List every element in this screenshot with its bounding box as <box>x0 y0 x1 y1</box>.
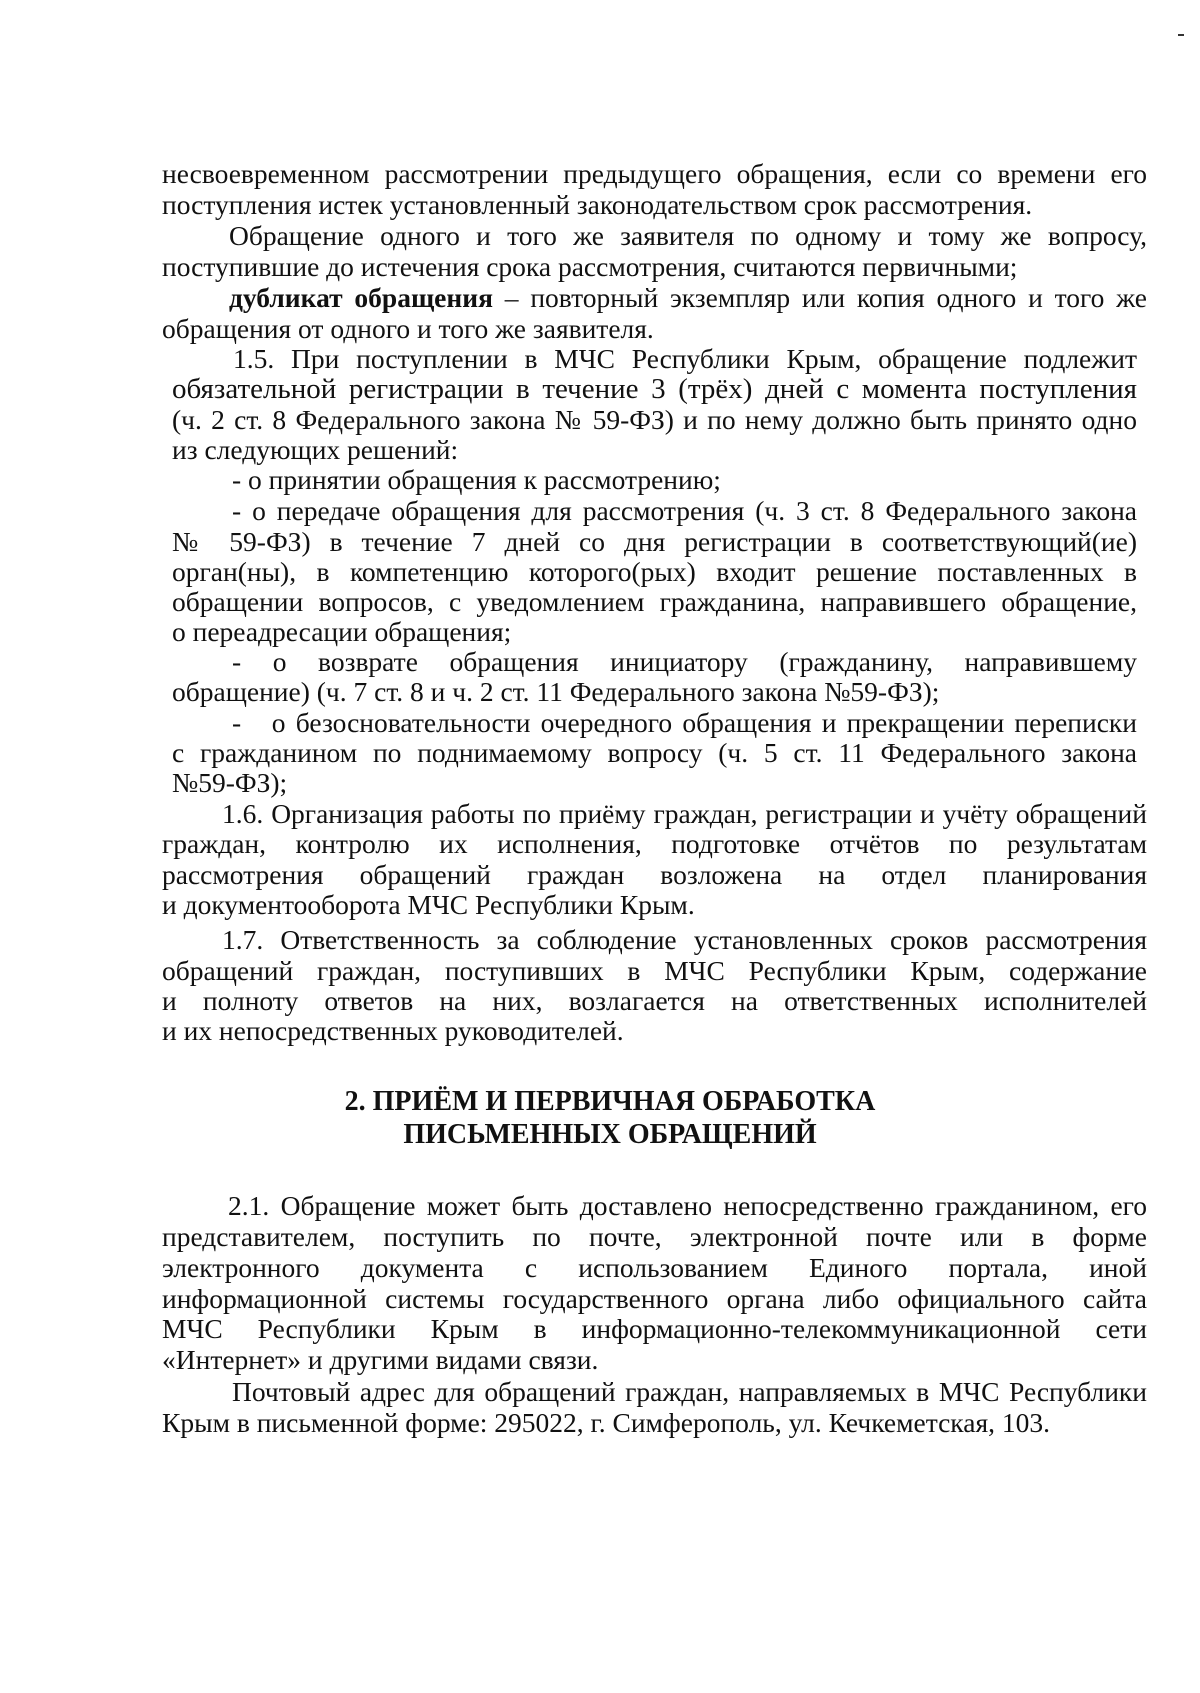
paragraph-line: граждан, контролю их исполнения, подготовке отчётов по результатам <box>162 828 1147 859</box>
paragraph-line: 2.1. Обращение может быть доставлено непосредственно гражданином, его <box>228 1190 1147 1221</box>
paragraph-line: электронного документа с использованием Единого портала, иной <box>162 1252 1147 1283</box>
paragraph-line: обращение) (ч. 7 ст. 8 и ч. 2 ст. 11 Федерального закона №59-ФЗ); <box>172 676 940 707</box>
paragraph-line: Почтовый адрес для обращений граждан, направляемых в МЧС Республики <box>232 1376 1147 1407</box>
paragraph-line: 1.6. Организация работы по приёму граждан, регистрации и учёту обращений <box>222 798 1147 829</box>
paragraph-line: обязательной регистрации в течение 3 (трёх) дней с момента поступления <box>172 373 1137 405</box>
paragraph-line: обращения от одного и того же заявителя. <box>162 313 654 344</box>
section-heading-line: 2. ПРИЁМ И ПЕРВИЧНАЯ ОБРАБОТКА <box>344 1086 876 1117</box>
paragraph-line: поступления истек установленный законодательством срок рассмотрения. <box>162 189 1033 220</box>
list-item: - о передаче обращения для рассмотрения (ч. 3 ст. 8 Федерального закона <box>232 495 1137 526</box>
paragraph-line: МЧС Республики Крым в информационно-телекоммуникационной сети <box>162 1313 1147 1344</box>
paragraph-line: Обращение одного и того же заявителя по одному и тому же вопросу, <box>229 220 1147 251</box>
list-item: - о возврате обращения инициатору (гражданину, направившему <box>232 646 1137 677</box>
scan-mark <box>1178 34 1184 36</box>
paragraph-line: «Интернет» и другими видами связи. <box>162 1344 599 1375</box>
paragraph-line: рассмотрения обращений граждан возложена на отдел планирования <box>162 859 1147 890</box>
definition-line <box>229 282 1147 314</box>
paragraph-line: (ч. 2 ст. 8 Федерального закона № 59-ФЗ) и по нему должно быть принято одно <box>172 404 1137 435</box>
paragraph-line: из следующих решений: <box>172 434 459 465</box>
definition-term: дубликат обращения <box>229 282 493 313</box>
list-item: - о принятии обращения к рассмотрению; <box>232 464 721 495</box>
section-heading-line: ПИСЬМЕННЫХ ОБРАЩЕНИЙ <box>403 1119 817 1150</box>
paragraph-line: №59-ФЗ); <box>172 767 288 798</box>
paragraph-line: и полноту ответов на них, возлагается на ответственных исполнителей <box>162 985 1147 1016</box>
paragraph-line: обращений граждан, поступивших в МЧС Республики Крым, содержание <box>162 955 1147 986</box>
paragraph-line: 1.7. Ответственность за соблюдение установленных сроков рассмотрения <box>222 924 1147 955</box>
paragraph-line: и их непосредственных руководителей. <box>162 1015 624 1046</box>
definition-text: – повторный экземпляр или копия одного и того же <box>492 282 1147 313</box>
paragraph-line: 1.5. При поступлении в МЧС Республики Крым, обращение подлежит <box>233 343 1137 374</box>
paragraph-line: и документооборота МЧС Республики Крым. <box>162 889 695 920</box>
paragraph-line: информационной системы государственного органа либо официального сайта <box>162 1283 1147 1314</box>
paragraph-line: № 59-ФЗ) в течение 7 дней со дня регистрации в соответствующий(ие) <box>172 526 1137 557</box>
list-item: - о безосновательности очередного обращения и прекращении переписки <box>232 707 1137 738</box>
paragraph-line: обращении вопросов, с уведомлением гражданина, направившего обращение, <box>172 586 1137 617</box>
paragraph-line: несвоевременном рассмотрении предыдущего обращения, если со времени его <box>162 158 1147 189</box>
paragraph-line: с гражданином по поднимаемому вопросу (ч. 5 ст. 11 Федерального закона <box>172 737 1137 768</box>
paragraph-line: орган(ны), в компетенцию которого(рых) входит решение поставленных в <box>172 556 1137 587</box>
paragraph-line: о переадресации обращения; <box>172 616 512 647</box>
paragraph-line: Крым в письменной форме: 295022, г. Симферополь, ул. Кечкеметская, 103. <box>162 1407 1050 1438</box>
paragraph-line: представителем, поступить по почте, электронной почте или в форме <box>162 1221 1147 1252</box>
paragraph-line: поступившие до истечения срока рассмотрения, считаются первичными; <box>162 251 1018 282</box>
